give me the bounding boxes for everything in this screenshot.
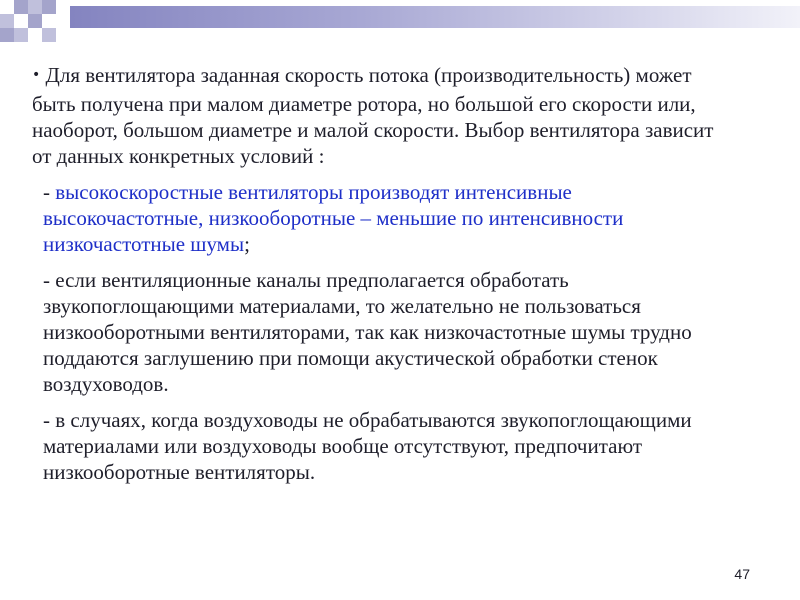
decor-square xyxy=(14,28,28,42)
item1-dash: - xyxy=(43,180,56,204)
decor-square xyxy=(42,28,56,42)
header-gradient-bar xyxy=(70,6,800,28)
decor-square xyxy=(14,0,28,14)
list-item-3 xyxy=(32,407,732,485)
intro-paragraph xyxy=(32,62,732,169)
decor-square xyxy=(28,0,42,14)
header-decoration xyxy=(0,0,800,48)
bullet-icon: • xyxy=(32,67,41,83)
decor-square xyxy=(0,14,14,28)
list-item-2 xyxy=(32,267,732,397)
decor-square xyxy=(42,0,56,14)
decor-square xyxy=(0,28,14,42)
slide-body xyxy=(32,62,732,485)
item3-text: - в случаях, когда воздуховоды не обрабатываются звукопоглощающими материалами или воздуховоды вообще отсутствуют, предпочитают низкооборотные вентиляторы. xyxy=(43,408,692,484)
page-number: 47 xyxy=(734,566,750,582)
item1-highlight-text: высокоскоростные вентиляторы производят интенсивные высокочастотные, низкооборотные – меньшие по интенсивности низкочастотные шумы xyxy=(43,180,624,256)
item1-tail: ; xyxy=(244,232,250,256)
decor-square xyxy=(28,14,42,28)
list-item-1 xyxy=(32,179,732,257)
item2-text: - если вентиляционные каналы предполагается обработать звукопоглощающими материалами, то желательно не пользоваться низкооборотными вентиляторами, так как низкочастотные шумы трудно поддаются заглушению при помощи акустической обработки стенок воздуховодов. xyxy=(43,268,692,396)
intro-text: Для вентилятора заданная скорость потока (производительность) может быть получена при малом диаметре ротора, но большой его скорости или, наоборот, большом диаметре и малой скорости. Выбор вентилятора зависит от данных конкретных условий : xyxy=(32,63,714,168)
